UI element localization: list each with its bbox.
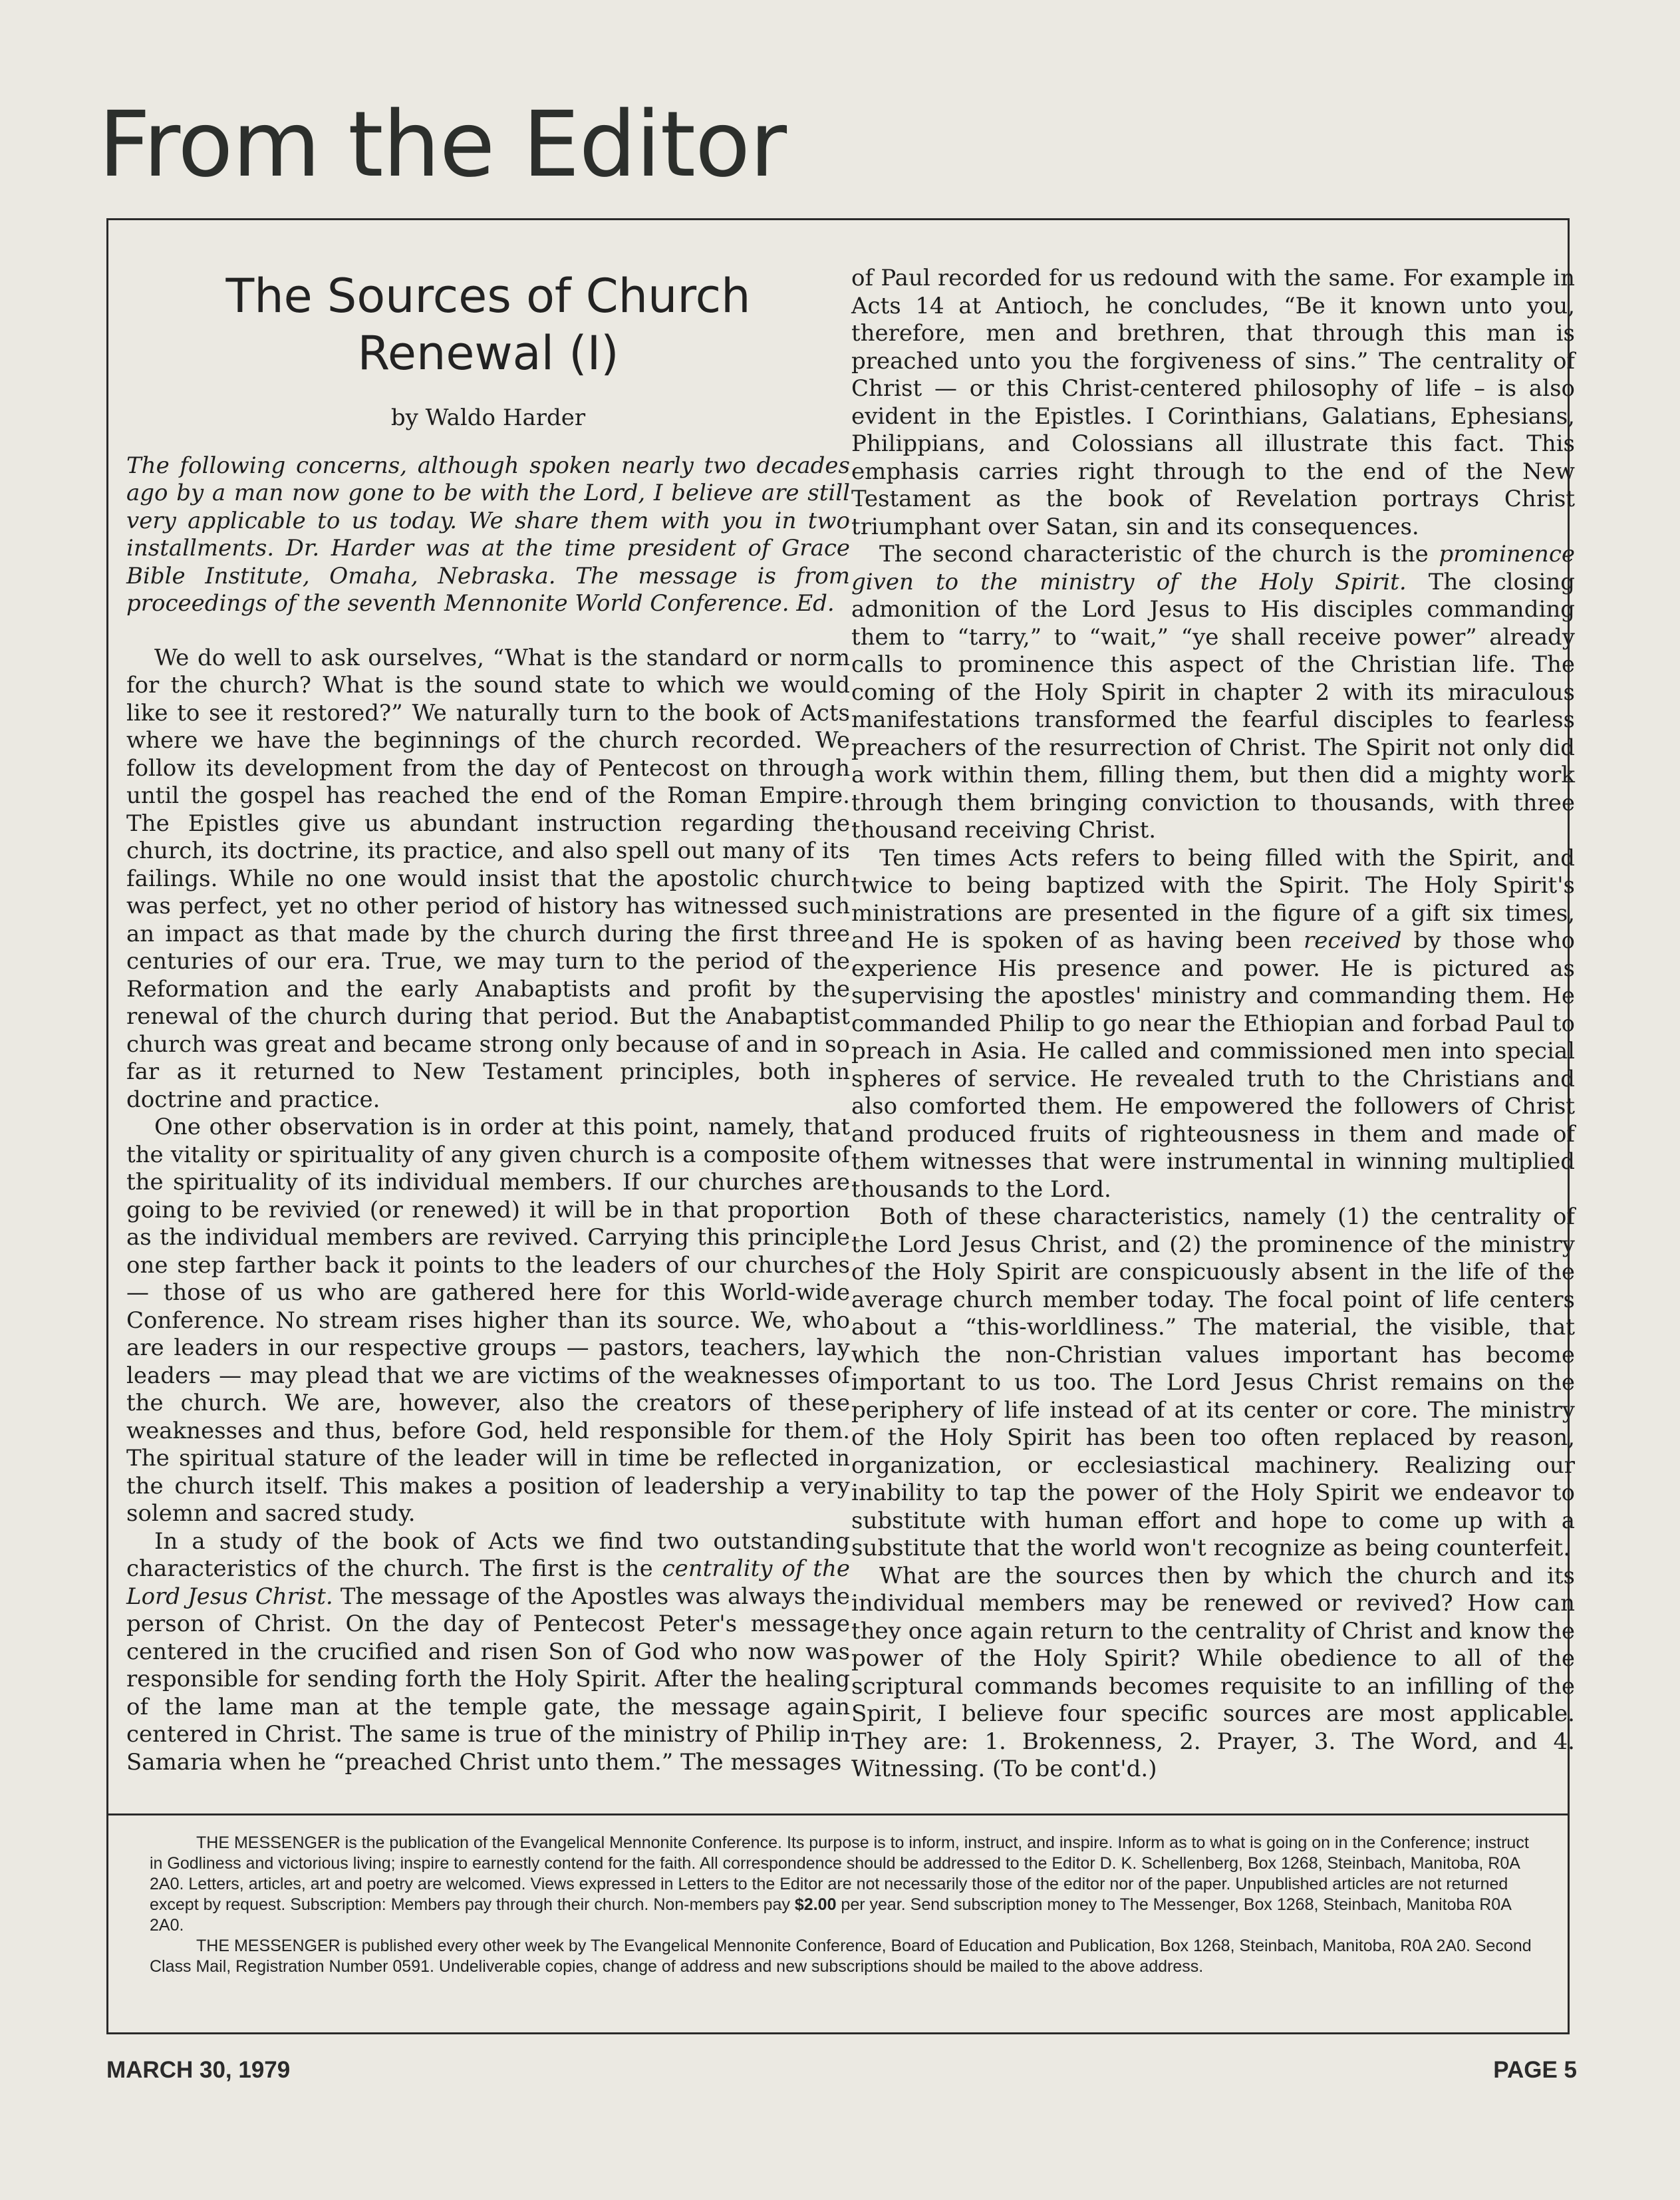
notice-text-cont: per year. Send subscription money to The Messenger, Box 1268, Steinbach, Manitoba R0A 2A0. [150, 1895, 1511, 1935]
notice-text: THE MESSENGER is the publication of the Evangelical Mennonite Conference. Its purpose is to inform, instruct, and inspire. Inform as to what is going on in the Conference; instruct in Godliness and victorious living; inspire to earnestly contend for the faith. All correspondence should be addressed to the Editor D. K. Schellenberg, Box 1268, Steinbach, Manitoba, R0A 2A0. Letters, articles, art and poetry are welcomed. Views expressed in Letters to the Editor are not necessarily those of the editor nor of the paper. Unpublished articles are not returned except by request. Subscription: Members pay through their church. Non-members pay [150, 1833, 1529, 1914]
article-title-line1: The Sources of Church [225, 269, 751, 323]
paragraph-1: We do well to ask ourselves, “What is the standard or norm for the church? What is the sound state to which we would like to see it restored?” We naturally turn to the book of Acts where we have the beginnings of the church recorded. We follow its development from the day of Pentecost on through until the gospel has reached the end of the Roman Empire. The Epistles give us abundant instruction regarding the church, its doctrine, its practice, and also spell out many of its failings. While no one would insist that the apostolic church was perfect, yet no other period of history has witnessed such an impact as that made by the church during the first three centuries of our era. True, we may turn to the period of the Reformation and the early Anabaptists and profit by the renewal of the church during that period. But the Anabaptist church was great and became strong only because of and in so far as it returned to New Testament principles, both in doctrine and practice. [126, 644, 850, 1113]
paragraph-6 [851, 845, 1575, 1204]
publication-notice [150, 1833, 1546, 1977]
paragraph-5-emphasis: prominence given to the ministry of the Holy Spirit. [851, 541, 1575, 595]
paragraph-6-text-cont: by those who experience His presence and power. He is pictured as supervising the apostles' ministry and commanding them. He commanded Philip to go near the Ethiopian and forbad Paul to preach in Asia. He called and commissioned men into special spheres of service. He revealed truth to the Christians and also comforted them. He empowered the followers of Christ and produced fruits of righteousness in them and made of them witnesses that were instrumental in winning multiplied thousands to the Lord. [851, 927, 1576, 1203]
article-title-line2: Renewal (I) [357, 326, 619, 381]
paragraph-2: One other observation is in order at this point, namely, that the vitality or spirituality of any given church is a composite of the spirituality of its individual members. If our churches are going to be revivied (or renewed) it will be in that proportion as the individual members are revived. Carrying this principle one step farther back it points to the leaders of our churches — those of us who are gathered here for this World-wide Conference. No stream rises higher than its source. We, who are leaders in our respective groups — pastors, teachers, lay leaders — may plead that we are victims of the weaknesses of the church. We are, however, also the creators of these weaknesses and thus, before God, held responsible for them. The spiritual stature of the leader will in time be reflected in the church itself. This makes a position of leadership a very solemn and sacred study. [126, 1114, 850, 1527]
paragraph-6-emphasis: received [1304, 927, 1402, 954]
right-column [851, 265, 1575, 1784]
paragraph-6-text: Ten times Acts refers to being filled with the Spirit, and twice to being baptized with the Spirit. The Holy Spirit's ministrations are presented in the figure of a gift six times, and He is spoken of as having been [851, 844, 1575, 954]
article-title [126, 267, 850, 382]
paragraph-5 [851, 541, 1575, 845]
paragraph-5-text: The second characteristic of the church is the [879, 541, 1439, 567]
paragraph-7: Both of these characteristics, namely (1) the centrality of the Lord Jesus Christ, and (2) the prominence of the ministry of the Holy Spirit are conspicuously absent in the life of the average church member today. The focal point of life centers about a “this-worldliness.” The material, the visible, that which the non-Christian values important has become important to us too. The Lord Jesus Christ remains on the periphery of life instead of at its center or core. The ministry of the Holy Spirit has been too often replaced by reason, organization, or ecclesiastical machinery. Realizing our inability to tap the power of the Holy Spirit we endeavor to substitute with human effort and hope to come up with a substitute that the world won't recognize as being counterfeit. [851, 1203, 1575, 1561]
masthead-title: From the Editor [98, 92, 787, 198]
paragraph-8: What are the sources then by which the church and its individual members may be renewed or revived? How can they once again return to the centrality of Christ and know the power of the Holy Spirit? While obedience to all of the scriptural commands becomes requisite to an infilling of the Spirit, I believe four specific sources are most applicable. They are: 1. Brokenness, 2. Prayer, 3. The Word, and 4. Witnessing. (To be cont'd.) [851, 1562, 1575, 1782]
notice-divider [108, 1813, 1568, 1815]
paragraph-3 [126, 1528, 850, 1777]
left-column [126, 261, 850, 1776]
paragraph-5-text-cont: The closing admonition of the Lord Jesus to His disciples commanding them to “tarry,” to “wait,” “ye shall receive power” already calls to prominence this aspect of the Christian life. The coming of the Holy Spirit in chapter 2 with its miraculous manifestations transformed the fearful disciples to fearless preachers of the resurrection of Christ. The Spirit not only did a work within them, filling them, but then did a mighty work through them bringing conviction to thousands, with three thousand receiving Christ. [851, 568, 1575, 844]
subscription-price: $2.00 [794, 1895, 837, 1914]
paragraph-4: of Paul recorded for us redound with the same. For example in Acts 14 at Antioch, he concludes, “Be it known unto you, therefore, men and brethren, that through this man is preached unto you the forgiveness of sins.” The centrality of Christ — or this Christ-centered philosophy of life – is also evident in the Epistles. I Corinthians, Galatians, Ephesians, Philippians, and Colossians all illustrate this fact. This emphasis carries right through to the end of the New Testament as the book of Revelation portrays Christ triumphant over Satan, sin and its consequences. [851, 265, 1575, 540]
paragraph-3-emphasis: centrality of the Lord Jesus Christ. [126, 1555, 851, 1610]
notice-paragraph-1 [150, 1833, 1546, 1936]
editor-intro: The following concerns, although spoken nearly two decades ago by a man now gone to be with the Lord, I believe are still very applicable to us today. We share them with you in two installments. Dr. Harder was at the time president of Grace Bible Institute, Omaha, Nebraska. The message is from proceedings of the seventh Mennonite World Conference. Ed. [126, 452, 850, 617]
paragraph-3-text-cont: The message of the Apostles was always the person of Christ. On the day of Pentecost Peter's message centered in the crucified and risen Son of God who now was responsible for sending forth the Holy Spirit. After the healing of the lame man at the temple gate, the message again centered in Christ. The same is true of the ministry of Philip in Samaria when he “preached Christ unto them.” The messages [126, 1583, 851, 1776]
paragraph-3-text: In a study of the book of Acts we find two outstanding characteristics of the church. The first is the [126, 1527, 850, 1582]
notice-paragraph-2: THE MESSENGER is published every other week by The Evangelical Mennonite Conference, Board of Education and Publication, Box 1268, Steinbach, Manitoba, R0A 2A0. Second Class Mail, Registration Number 0591. Undeliverable copies, change of address and new subscriptions should be mailed to the above address. [150, 1937, 1532, 1976]
page-number: PAGE 5 [1493, 2057, 1577, 2083]
byline: by Waldo Harder [390, 404, 586, 431]
issue-date: MARCH 30, 1979 [106, 2057, 291, 2083]
